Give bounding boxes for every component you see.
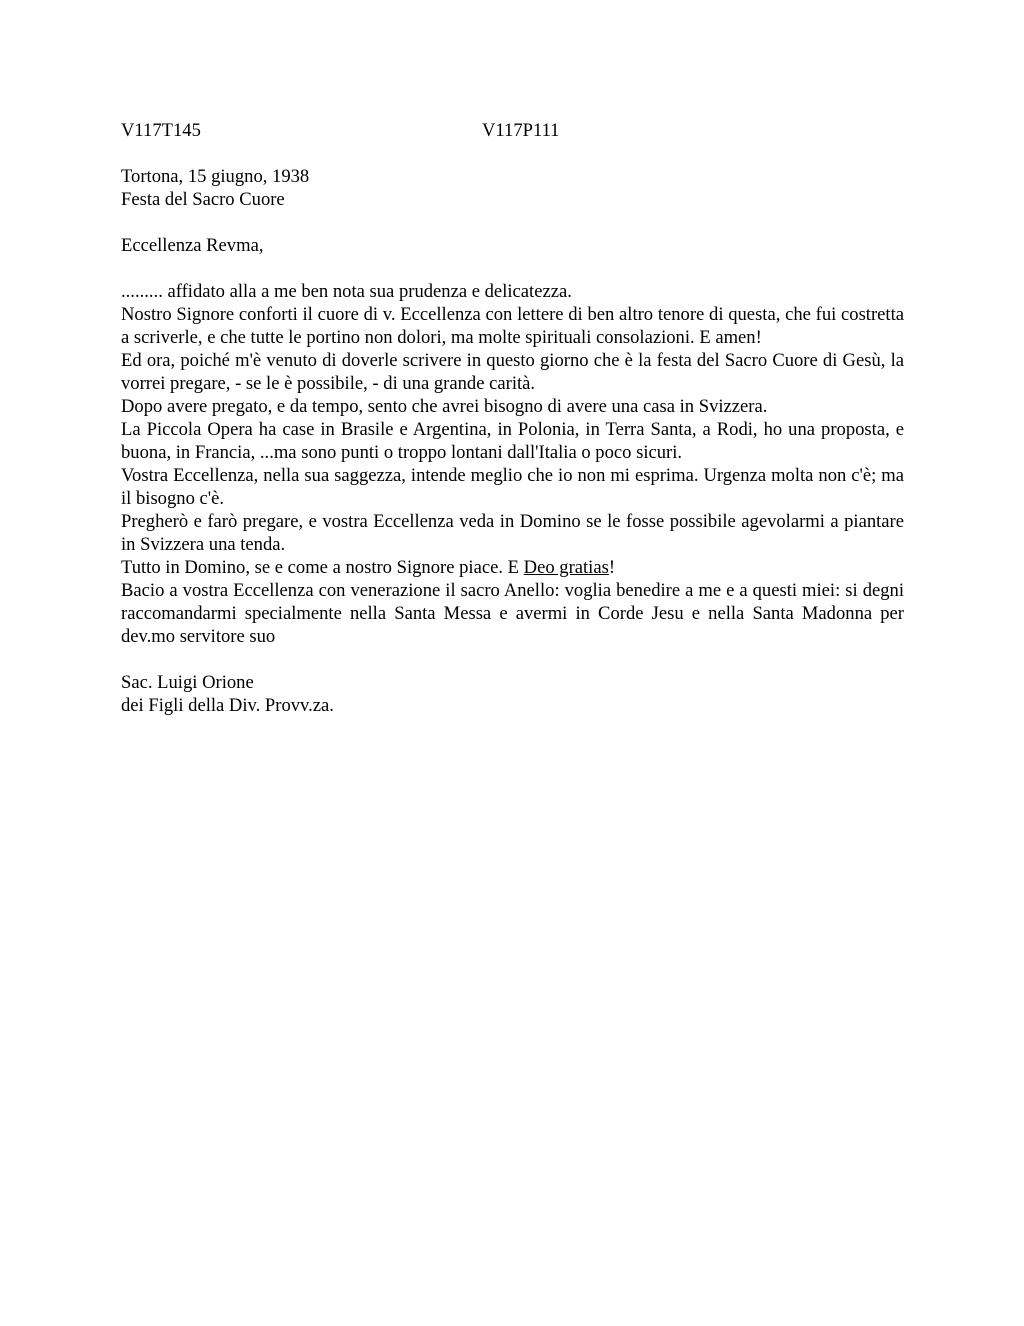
spacer [121, 211, 904, 234]
body-paragraph: Dopo avere pregato, e da tempo, sento che avrei bisogno di avere una casa in Svizzera. [121, 396, 768, 417]
body-paragraph [121, 556, 904, 579]
feast-day: Festa del Sacro Cuore [121, 189, 285, 210]
underlined-phrase: Deo gratias [523, 557, 609, 578]
document-reference-header [121, 119, 904, 142]
body-paragraph: Nostro Signore conforti il cuore di v. Eccellenza con lettere di ben altro tenore di questa, che fui costretta a scriverle, e che tutte le portino non dolori, ma molte spirituali consolazioni. E amen! [121, 304, 904, 348]
body-paragraph: Bacio a vostra Eccellenza con venerazione il sacro Anello: voglia benedire a me e a questi miei: si degni raccomandarmi specialmente nella Santa Messa e avermi in Corde Jesu e nella Santa Madonna per dev.mo servitore suo [121, 580, 904, 647]
letter-page [121, 119, 904, 717]
paragraph-text: ! [608, 557, 616, 578]
body-paragraph: Ed ora, poiché m'è venuto di doverle scrivere in questo giorno che è la festa del Sacro Cuore di Gesù, la vorrei pregare, - se le è possibile, - di una grande carità. [121, 350, 904, 394]
dateline [121, 165, 904, 211]
body-paragraph: Pregherò e farò pregare, e vostra Eccellenza veda in Domino se le fosse possibile agevolarmi a piantare in Svizzera una tenda. [121, 511, 904, 555]
spacer [121, 257, 904, 280]
spacer [121, 648, 904, 671]
body-paragraph: ......... affidato alla a me ben nota sua prudenza e delicatezza. [121, 281, 572, 302]
signature-block [121, 671, 904, 717]
volume-page-reference: V117P111 [482, 120, 560, 141]
signature-affiliation: dei Figli della Div. Provv.za. [121, 695, 334, 716]
paragraph-text: Tutto in Domino, se e come a nostro Signore piace. E [121, 557, 524, 578]
signature-name: Sac. Luigi Orione [121, 672, 254, 693]
salutation: Eccellenza Revma, [121, 235, 264, 256]
body-paragraph: Vostra Eccellenza, nella sua saggezza, intende meglio che io non mi esprima. Urgenza molta non c'è; ma il bisogno c'è. [121, 465, 904, 509]
letter-body [121, 280, 904, 648]
body-paragraph: La Piccola Opera ha case in Brasile e Argentina, in Polonia, in Terra Santa, a Rodi, ho una proposta, e buona, in Francia, ...ma sono punti o troppo lontani dall'Italia o poco sicuri. [121, 419, 904, 463]
volume-text-reference: V117T145 [121, 120, 201, 141]
place-and-date: Tortona, 15 giugno, 1938 [121, 166, 310, 187]
spacer [121, 142, 904, 165]
